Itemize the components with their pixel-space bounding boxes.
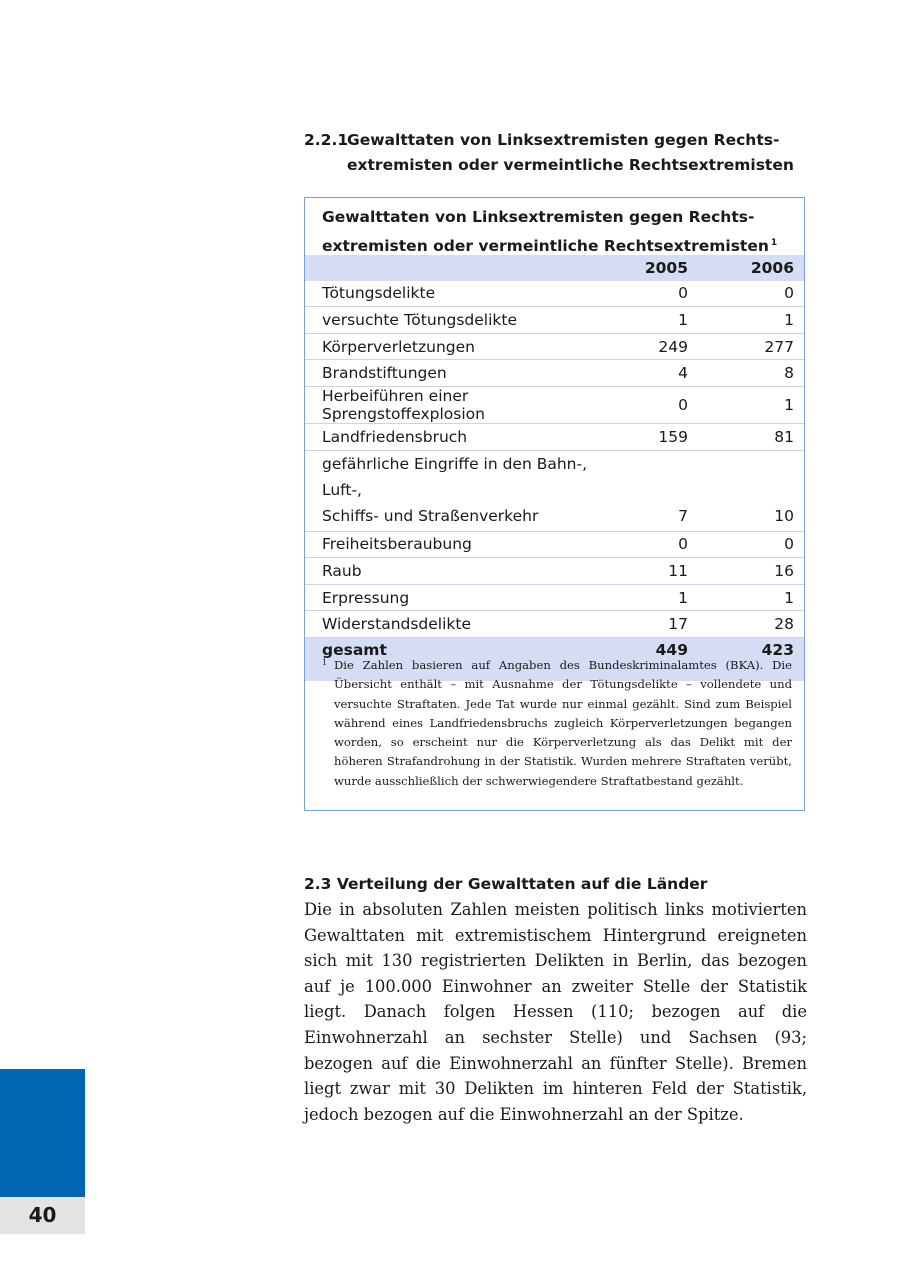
row-value-2006: 81 [696, 423, 804, 450]
row-value-2005: 249 [628, 333, 696, 360]
footnote-number: 1 [322, 658, 328, 667]
row-value-2005: 4 [628, 360, 696, 387]
table-row [305, 281, 804, 307]
statistics-table-box [304, 197, 805, 811]
data-table [305, 255, 804, 681]
row-label: versuchte Tötungsdelikte [305, 307, 628, 334]
row-value-2006: 8 [696, 360, 804, 387]
row-value-2005: 159 [628, 423, 696, 450]
row-label: Brandstiftungen [305, 360, 628, 387]
section-heading [304, 128, 814, 178]
table-row [305, 423, 804, 450]
table-footnote [322, 656, 792, 791]
footnote-marker: 1 [770, 238, 778, 248]
total-label: gesamt [305, 637, 628, 663]
table-header-row [305, 255, 804, 281]
table-row [305, 584, 804, 611]
table-row [305, 386, 804, 423]
page-number: 40 [0, 1197, 85, 1234]
row-value-2006: 16 [696, 558, 804, 585]
header-label-cell [305, 255, 628, 281]
row-value-2006: 1 [696, 386, 804, 423]
table-title [322, 204, 792, 259]
table-row [305, 531, 804, 558]
row-value-2005: 0 [628, 281, 696, 307]
footnote-text: Die Zahlen basieren auf Angaben des Bundeskriminalamtes (BKA). Die Übersicht enthält – mit Ausnahme der Tötungsdelikte – vollendete und versuchte Straftaten. Jede Tat wurde nur einmal gezählt. Sind zum Beispiel während eines Landfriedensbruchs zugleich Körperverletzungen begangen worden, so erscheint nur die Körperverletzung als das Delikt mit der höheren Strafandrohung in der Statistik. Wurden mehrere Straftaten verübt, wurde ausschließlich der schwerwiegendere Straftatbestand gezählt. [334, 658, 792, 788]
row-value-2005: 0 [628, 531, 696, 558]
row-value-2006: 277 [696, 333, 804, 360]
row-label: Erpressung [305, 584, 628, 611]
table-row [305, 558, 804, 585]
header-2005: 2005 [628, 255, 696, 281]
section-number: 2.2.1 [304, 131, 349, 149]
row-label [305, 450, 628, 531]
row-label: Widerstandsdelikte [305, 611, 628, 638]
row-value-2006: 1 [696, 307, 804, 334]
row-value-2005: 17 [628, 611, 696, 638]
row-label-line2: Schiffs- und Straßenverkehr [322, 506, 539, 525]
section-title-line1: Gewalttaten von Linksextremisten gegen Rechts- [347, 131, 780, 149]
subsection-body: Die in absoluten Zahlen meisten politisch links motivierten Gewalttaten mit extremistischem Hintergrund ereigneten sich mit 130 registrierten Delikten in Berlin, das bezogen auf je 100.000 Einwohner an zweiter Stelle der Statistik liegt. Danach folgen Hessen (110; bezogen auf die Einwohnerzahl an sechster Stelle) und Sachsen (93; bezogen auf die Einwohnerzahl an fünfter Stelle). Bremen liegt zwar mit 30 Delikten im hinteren Feld der Statistik, jedoch bezogen auf die Einwohnerzahl an der Spitze. [304, 900, 807, 1124]
row-label: Landfriedensbruch [305, 423, 628, 450]
row-label: Raub [305, 558, 628, 585]
row-value-2005: 1 [628, 584, 696, 611]
table-row [305, 360, 804, 387]
row-value-2005: 0 [628, 386, 696, 423]
row-value-2006: 1 [696, 584, 804, 611]
subsection-heading: 2.3 Verteilung der Gewalttaten auf die Länder [304, 875, 708, 893]
table-row [305, 333, 804, 360]
table-title-line2: extremisten oder vermeintliche Rechtsextremisten [322, 237, 769, 255]
row-value-2005: 1 [628, 307, 696, 334]
row-value-2006: 10 [696, 450, 804, 531]
row-value-2006: 28 [696, 611, 804, 638]
row-label-line1: gefährliche Eingriffe in den Bahn-, Luft-, [322, 454, 588, 499]
row-value-2005: 7 [628, 450, 696, 531]
page-accent-block [0, 1069, 85, 1197]
total-value-2006: 423 [696, 637, 804, 663]
table-row [305, 307, 804, 334]
row-value-2006: 0 [696, 531, 804, 558]
table-row [305, 450, 804, 531]
header-2006: 2006 [696, 255, 804, 281]
row-label: Herbeiführen einer Sprengstoffexplosion [305, 386, 628, 423]
table-title-line1: Gewalttaten von Linksextremisten gegen Rechts- [322, 208, 755, 226]
table-row [305, 611, 804, 638]
row-label: Körperverletzungen [305, 333, 628, 360]
row-label: Freiheitsberaubung [305, 531, 628, 558]
row-value-2006: 0 [696, 281, 804, 307]
total-value-2005: 449 [628, 637, 696, 663]
row-label: Tötungsdelikte [305, 281, 628, 307]
section-title-line2: extremisten oder vermeintliche Rechtsextremisten [347, 156, 794, 174]
row-value-2005: 11 [628, 558, 696, 585]
